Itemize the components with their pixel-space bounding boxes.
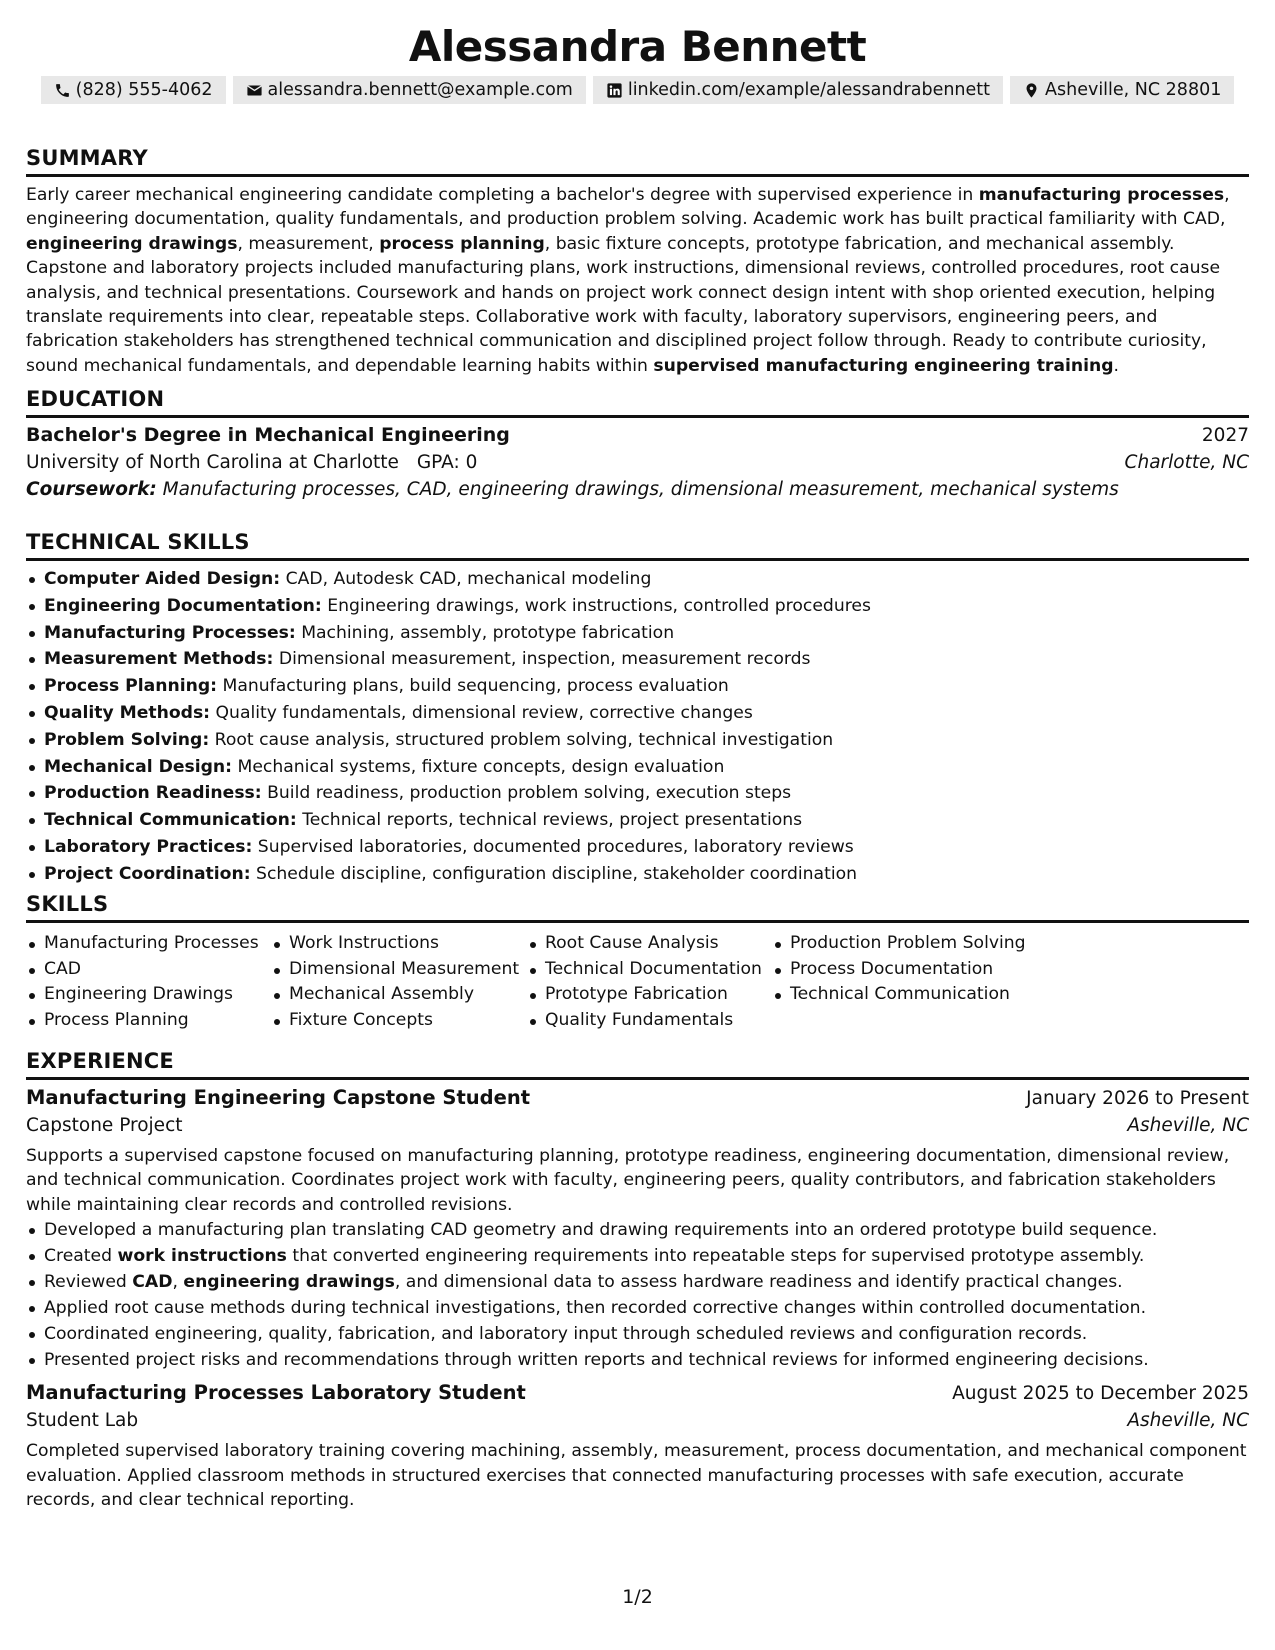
technical-skill-label: Technical Communication: bbox=[44, 810, 297, 831]
job-bullet bbox=[26, 1217, 1249, 1243]
school-location: Charlotte, NC bbox=[1124, 452, 1249, 473]
page-number: 1/2 bbox=[622, 1586, 653, 1608]
technical-skill-label: Production Readiness: bbox=[44, 783, 262, 804]
skill-item: Engineering Drawings bbox=[26, 982, 271, 1008]
job-role: Manufacturing Processes Laboratory Student bbox=[26, 1381, 526, 1405]
skill-item: Production Problem Solving bbox=[772, 931, 1072, 957]
linkedin-icon bbox=[606, 82, 623, 99]
coursework-text: Manufacturing processes, CAD, engineering drawings, dimensional measurement, mechanical systems bbox=[162, 479, 1119, 500]
technical-skill-text: Technical reports, technical reviews, project presentations bbox=[296, 810, 803, 831]
linkedin-text: linkedin.com/example/alessandrabennett bbox=[627, 80, 991, 100]
job-location: Asheville, NC bbox=[1127, 1410, 1249, 1432]
bold-text: engineering drawings bbox=[26, 233, 238, 254]
education-degree-row bbox=[26, 424, 1249, 446]
experience-section bbox=[26, 1048, 1249, 1512]
summary-section bbox=[26, 145, 1249, 378]
technical-skill-item bbox=[26, 754, 1249, 781]
text: , measurement, bbox=[237, 233, 380, 254]
job-bullet bbox=[26, 1269, 1249, 1295]
education-heading: EDUCATION bbox=[26, 386, 1249, 418]
technical-skill-label: Mechanical Design: bbox=[44, 756, 233, 777]
technical-skills-section bbox=[26, 529, 1249, 888]
technical-skill-text: Manufacturing plans, build sequencing, process evaluation bbox=[217, 676, 729, 697]
experience-jobs bbox=[26, 1086, 1249, 1512]
technical-skill-label: Measurement Methods: bbox=[44, 649, 274, 670]
contact-linkedin[interactable] bbox=[593, 76, 1003, 104]
skill-item: Prototype Fabrication bbox=[527, 982, 772, 1008]
summary-text bbox=[26, 183, 1249, 378]
bold-text: work instructions bbox=[117, 1246, 287, 1267]
degree-title: Bachelor's Degree in Mechanical Engineering bbox=[26, 424, 510, 446]
technical-skill-item bbox=[26, 834, 1249, 861]
contact-location bbox=[1010, 76, 1234, 104]
contact-bar bbox=[26, 76, 1249, 104]
education-school-row bbox=[26, 452, 1249, 473]
technical-skill-item bbox=[26, 646, 1249, 673]
text: Created bbox=[44, 1246, 118, 1267]
technical-skill-label: Project Coordination: bbox=[44, 863, 251, 884]
job-dates: January 2026 to Present bbox=[1026, 1088, 1249, 1109]
technical-skill-text: Schedule discipline, configuration discipline, stakeholder coordination bbox=[250, 863, 858, 884]
technical-skill-item bbox=[26, 700, 1249, 727]
technical-skill-text: CAD, Autodesk CAD, mechanical modeling bbox=[280, 569, 652, 589]
job-organization: Capstone Project bbox=[26, 1115, 183, 1136]
bold-text: supervised manufacturing engineering training bbox=[653, 355, 1114, 376]
education-section bbox=[26, 386, 1249, 500]
technical-skill-label: Computer Aided Design: bbox=[44, 569, 281, 589]
skill-item: Dimensional Measurement bbox=[271, 957, 527, 983]
technical-skill-item bbox=[26, 807, 1249, 834]
technical-skill-text: Mechanical systems, fixture concepts, design evaluation bbox=[232, 756, 725, 777]
experience-heading: EXPERIENCE bbox=[26, 1048, 1249, 1080]
technical-skill-text: Engineering drawings, work instructions, controlled procedures bbox=[321, 595, 871, 616]
bold-text: process planning bbox=[379, 233, 545, 254]
coursework-label: Coursework: bbox=[26, 479, 157, 500]
skill-item: Manufacturing Processes bbox=[26, 931, 271, 957]
skills-column bbox=[772, 931, 1072, 1034]
text: , bbox=[172, 1272, 184, 1293]
summary-heading: SUMMARY bbox=[26, 145, 1249, 177]
job-location: Asheville, NC bbox=[1127, 1115, 1249, 1136]
text: Developed a manufacturing plan translating CAD geometry and drawing requirements into an ordered prototype build sequence. bbox=[44, 1220, 1158, 1241]
job-dates: August 2025 to December 2025 bbox=[952, 1383, 1249, 1405]
skill-item: Root Cause Analysis bbox=[527, 931, 772, 957]
technical-skill-item bbox=[26, 593, 1249, 620]
job-bullet bbox=[26, 1243, 1249, 1269]
technical-skills-heading: TECHNICAL SKILLS bbox=[26, 529, 1249, 561]
skills-column bbox=[26, 931, 271, 1034]
job-entry bbox=[26, 1086, 1249, 1373]
skill-item: Technical Documentation bbox=[527, 957, 772, 983]
technical-skill-label: Manufacturing Processes: bbox=[44, 622, 296, 643]
phone-icon bbox=[54, 82, 71, 99]
text: that converted engineering requirements into repeatable steps for supervised prototype assembly. bbox=[286, 1246, 1145, 1267]
job-role: Manufacturing Engineering Capstone Student bbox=[26, 1086, 531, 1109]
email-text: alessandra.bennett@example.com bbox=[267, 80, 573, 100]
text: Presented project risks and recommendations through written reports and technical reviews for informed engineering decisions. bbox=[44, 1350, 1149, 1371]
skill-item: Fixture Concepts bbox=[271, 1008, 527, 1034]
skill-item: Process Documentation bbox=[772, 957, 1072, 983]
job-description: Supports a supervised capstone focused on manufacturing planning, prototype readiness, engineering documentation, dimensional review, and technical communication. Coordinates project work with faculty, engineering peers, quality contributors, and fabrication stakeholders while maintaining clear records and controlled revisions. bbox=[26, 1146, 1230, 1215]
skills-section bbox=[26, 891, 1249, 1034]
skill-item: CAD bbox=[26, 957, 271, 983]
text: , basic fixture concepts, prototype fabrication, and mechanical assembly. Capstone and laboratory projects included manufacturing plans, work instructions, dimensional reviews, controlled procedures, root cause analysis, and technical presentations. Coursework and hands on project work connect design intent with shop oriented execution, helping translate requirements into clear, repeatable steps. Collaborative work with faculty, laboratory supervisors, engineering peers, and fabrication stakeholders has strengthened technical communication and disciplined project follow through. Ready to contribute curiosity, sound mechanical fundamentals, and dependable learning habits within bbox=[26, 233, 1221, 376]
technical-skill-text: Machining, assembly, prototype fabrication bbox=[295, 622, 675, 643]
candidate-name: Alessandra Bennett bbox=[408, 22, 867, 71]
skill-item: Mechanical Assembly bbox=[271, 982, 527, 1008]
bold-text: CAD bbox=[132, 1272, 173, 1293]
contact-email[interactable] bbox=[233, 76, 586, 104]
skills-grid bbox=[26, 931, 1249, 1034]
job-org-row bbox=[26, 1410, 1249, 1431]
contact-phone[interactable] bbox=[41, 76, 226, 104]
job-organization: Student Lab bbox=[26, 1410, 139, 1432]
technical-skill-text: Quality fundamentals, dimensional review, corrective changes bbox=[210, 702, 753, 723]
text: , engineering documentation, quality fundamentals, and production problem solving. Academic work has built practical familiarity with CAD, bbox=[26, 185, 1230, 230]
technical-skill-item bbox=[26, 780, 1249, 807]
job-bullet bbox=[26, 1347, 1249, 1373]
technical-skill-item bbox=[26, 727, 1249, 754]
bold-text: manufacturing processes bbox=[978, 185, 1225, 205]
text: Coordinated engineering, quality, fabrication, and laboratory input through scheduled reviews and configuration records. bbox=[44, 1324, 1088, 1345]
text: , and dimensional data to assess hardware readiness and identify practical changes. bbox=[394, 1272, 1123, 1293]
text: Applied root cause methods during technical investigations, then recorded corrective changes within controlled documentation. bbox=[44, 1298, 1147, 1319]
technical-skill-label: Problem Solving: bbox=[44, 729, 210, 750]
skills-column bbox=[527, 931, 772, 1034]
technical-skill-label: Process Planning: bbox=[44, 676, 218, 697]
phone-text: (828) 555-4062 bbox=[75, 80, 213, 100]
skill-item: Process Planning bbox=[26, 1008, 271, 1034]
graduation-year: 2027 bbox=[1201, 425, 1249, 446]
job-bullet bbox=[26, 1321, 1249, 1347]
skill-item: Work Instructions bbox=[271, 931, 527, 957]
map-pin-icon bbox=[1023, 82, 1040, 99]
text: . bbox=[1113, 355, 1120, 376]
technical-skill-text: Root cause analysis, structured problem solving, technical investigation bbox=[209, 729, 834, 750]
technical-skill-label: Laboratory Practices: bbox=[44, 836, 253, 857]
coursework-line bbox=[26, 479, 1249, 500]
skills-heading: SKILLS bbox=[26, 891, 1249, 923]
job-title-row bbox=[26, 1381, 1249, 1404]
job-bullet bbox=[26, 1295, 1249, 1321]
skills-column bbox=[271, 931, 527, 1034]
technical-skill-label: Engineering Documentation: bbox=[44, 595, 322, 616]
job-description: Completed supervised laboratory training covering machining, assembly, measurement, process documentation, and mechanical component evaluation. Applied classroom methods in structured exercises that connected manufacturing processes with safe execution, accurate records, and clear technical reporting. bbox=[26, 1441, 1247, 1511]
technical-skill-item bbox=[26, 566, 1249, 593]
technical-skill-label: Quality Methods: bbox=[44, 702, 211, 723]
school-name: University of North Carolina at Charlotte bbox=[26, 452, 399, 473]
skill-item: Quality Fundamentals bbox=[527, 1008, 772, 1034]
location-text: Asheville, NC 28801 bbox=[1045, 80, 1222, 100]
gpa: GPA: 0 bbox=[416, 452, 478, 473]
technical-skill-text: Dimensional measurement, inspection, measurement records bbox=[273, 649, 811, 670]
job-bullets bbox=[26, 1217, 1249, 1373]
envelope-icon bbox=[246, 82, 263, 99]
technical-skill-text: Build readiness, production problem solving, execution steps bbox=[261, 783, 792, 804]
text: Early career mechanical engineering candidate completing a bachelor's degree with supervised experience in bbox=[26, 185, 979, 205]
technical-skill-item bbox=[26, 673, 1249, 700]
text: Reviewed bbox=[44, 1272, 133, 1293]
technical-skills-list bbox=[26, 566, 1249, 888]
technical-skill-item bbox=[26, 861, 1249, 889]
job-org-row bbox=[26, 1115, 1249, 1136]
job-entry bbox=[26, 1381, 1249, 1512]
technical-skill-item bbox=[26, 620, 1249, 647]
bold-text: engineering drawings bbox=[183, 1272, 395, 1293]
skill-item: Technical Communication bbox=[772, 982, 1072, 1008]
technical-skill-text: Supervised laboratories, documented procedures, laboratory reviews bbox=[252, 836, 854, 857]
job-title-row bbox=[26, 1086, 1249, 1109]
